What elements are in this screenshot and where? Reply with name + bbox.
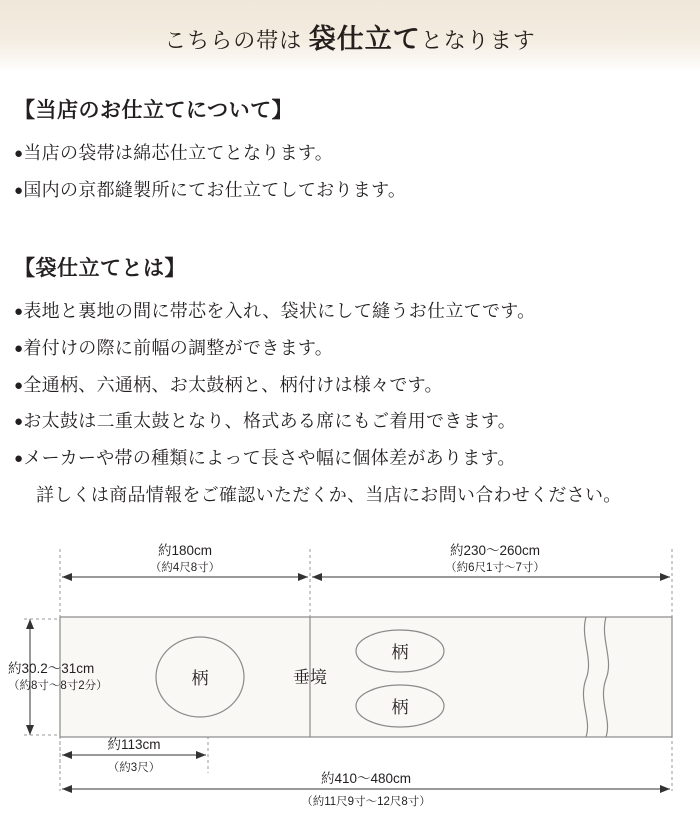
bullet-text: お太鼓は二重太鼓となり、格式ある席にもご着用できます。 (23, 411, 517, 432)
page-header (0, 0, 700, 72)
dimension-bottom-left (62, 737, 206, 774)
section-title: 【当店のお仕立てについて】 (14, 98, 294, 122)
bullet-item (14, 177, 686, 205)
bullet-dot-icon: ● (14, 340, 24, 357)
page-title (164, 17, 536, 56)
bullet-item (14, 140, 686, 168)
bullet-dot-icon: ● (14, 414, 24, 431)
dimension-top-left-main: 約180cm (157, 543, 213, 559)
bullet-dot-icon: ● (14, 377, 24, 394)
bullet-text: 当店の袋帯は綿芯仕立てとなります。 (23, 143, 334, 163)
bullet-item (14, 445, 686, 473)
dimension-bottom-total-main: 約410〜480cm (320, 771, 412, 787)
bullet-item (14, 408, 686, 436)
dimension-left-height-main: 約30.2〜31cm (8, 661, 95, 677)
dimension-top-left-sub: （約4尺8寸） (149, 562, 221, 575)
bullet-item (14, 372, 686, 400)
pattern-label-lower: 柄 (391, 698, 409, 718)
page-title-prefix: こちらの帯は (164, 27, 309, 53)
bullet-item (14, 298, 686, 326)
dimension-top-right-sub: （約6尺1寸〜7寸） (445, 562, 545, 575)
bullet-dot-icon: ● (14, 182, 24, 199)
dimension-top-right-main: 約230〜260cm (449, 543, 541, 559)
bullet-item (14, 335, 686, 363)
dimension-bottom-total (62, 771, 670, 808)
bullet-dot-icon: ● (14, 451, 24, 468)
dimension-top-left (62, 543, 308, 581)
section-title: 【袋仕立てとは】 (14, 255, 186, 280)
section-spacer (14, 214, 686, 252)
bullet-note: 詳しくは商品情報をご確認いただくか、当店にお問い合わせください。 (36, 485, 622, 506)
section-what-is-fukuro (14, 252, 686, 509)
document-body (0, 72, 700, 509)
dimension-bottom-left-main: 約113cm (107, 737, 161, 753)
page-title-emphasis: 袋仕立て (308, 23, 421, 54)
pattern-label-upper: 柄 (391, 643, 409, 663)
bullet-text: 表地と裏地の間に帯芯を入れ、袋状にして縫うお仕立てです。 (23, 300, 536, 321)
dimension-bottom-total-sub: （約11尺9寸〜12尺8寸） (301, 796, 431, 809)
bullet-text: メーカーや帯の種類によって長さや幅に個体差があります。 (23, 448, 516, 469)
dimension-left-height-sub: （約8寸〜8寸2分） (8, 680, 108, 693)
obi-dimension-diagram (0, 521, 700, 821)
page-title-suffix: となります (420, 27, 536, 53)
bullet-dot-icon: ● (14, 146, 24, 162)
section-about-tailoring (14, 94, 686, 205)
bullet-text: 全通柄、六通柄、お太鼓柄と、柄付けは様々です。 (23, 374, 443, 395)
bullet-dot-icon: ● (14, 303, 24, 320)
dimension-bottom-left-sub: （約3尺） (107, 762, 161, 775)
divider-label: 垂境 (293, 668, 327, 688)
pattern-label-large: 柄 (191, 669, 209, 689)
dimension-top-right (312, 543, 670, 581)
bullet-text: 国内の京都縫製所にてお仕立てしております。 (23, 179, 407, 200)
bullet-text: 着付けの際に前幅の調整ができます。 (23, 337, 334, 358)
